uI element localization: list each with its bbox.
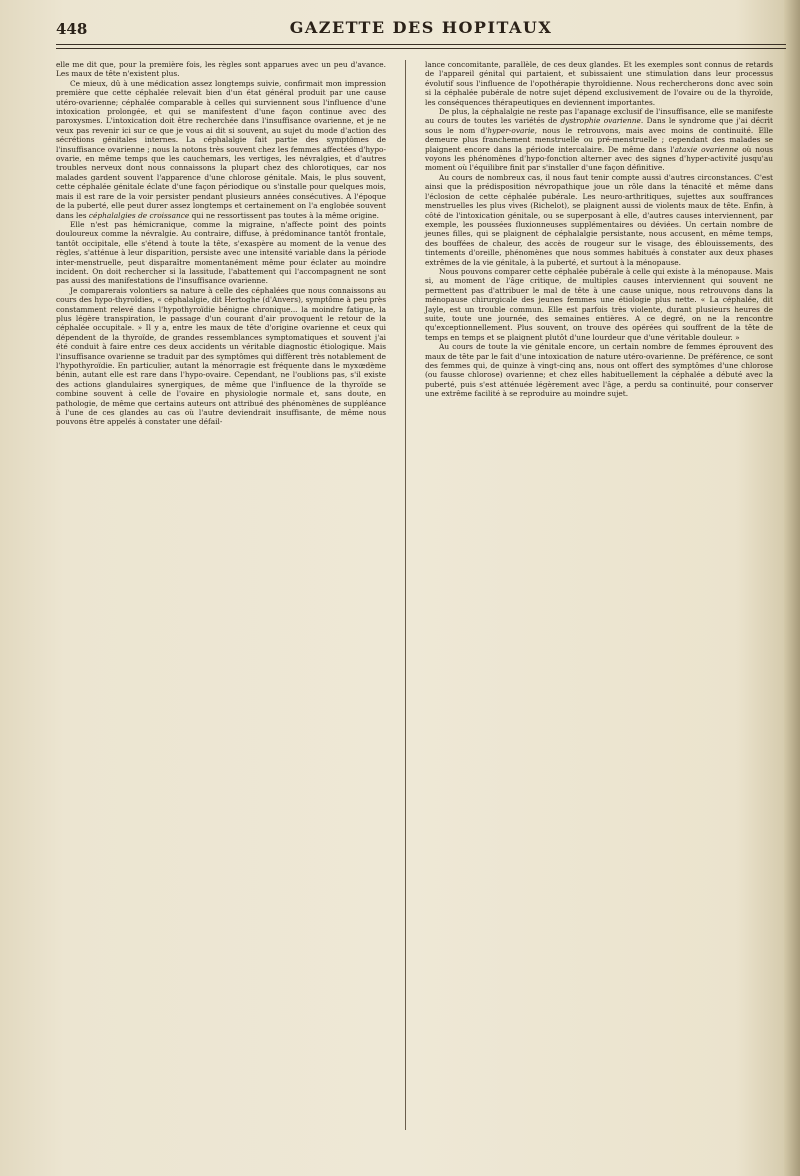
text-run: Ce mieux, dû à une médication assez longtemps suivie, confirmait mon impression première que cette céphalée relevait bien d'un état général produit par une cause utéro-ovarienne; céphalée comparable à celles qui surviennent sous l'influence d'une intoxication prolongée, et qui se manifestent d'une façon continue avec des paroxysmes. L'intoxication doit être recherchée dans l'insuffisance ovarienne, et je ne veux pas revenir ici sur ce que je vous ai dit si souvent, au sujet du mode d'action des sécrétions génitales internes. La céphalalgie fait partie des symptômes de l'insuffisance ovarienne ; nous la notons très souvent chez les femmes affectées d'hypo-ovarie, en même temps que les cauchemars, les vertiges, les névralgies, et d'autres troubles nerveux dont nous connaissons la plupart chez des chlorotiques, car nos malades gardent souvent l'apparence d'une chlorose génitale. Mais, le plus souvent, cette céphalée génitale éclate d'une façon périodique ou s'installe pour quelques mois, mais il est rare de la voir persister pendant plusieurs années consécutives. A l'époque de la puberté, elle peut durer assez longtemps et certainement on l'a englobée souvent dans les	[56, 78, 386, 220]
italic-phrase: hyper-ovarie,	[487, 125, 538, 135]
text-run: elle me dit que, pour la première fois, les règles sont apparues avec un peu d'avance. Les maux de tête n'existent plus.	[56, 60, 386, 79]
journal-title: GAZETTE DES HOPITAUX	[289, 18, 553, 37]
text-run: De plus, la céphalalgie ne reste pas l'apanage exclusif de l'insuffisance, elle se manifeste au cours de toutes les variétés de	[425, 107, 773, 126]
text-run: Elle n'est pas hémicranique, comme la migraine, n'affecte point des points douloureux comme la névralgie. Au contraire, diffuse, à prédominance tantôt frontale, tantôt occipitale, elle s'étend à toute la tête, s'exaspère au moment de la venue des règles, s'atténue à leur disparition, persiste avec une intensité variable dans la période inter-menstruelle, peut disparaître momentanément même pour éclater au moindre incident. On doit rechercher si la lassitude, l'abattement qui l'accompagnent ne sont pas aussi des manifestations de l'insuffisance ovarienne.	[56, 219, 386, 286]
paragraph	[425, 173, 773, 267]
text-run: Au cours de nombreux cas, il nous faut tenir compte aussi d'autres circonstances. C'est ainsi que la prédisposition névropathique joue un rôle dans la ténacité et même dans l'éclosion de cette céphalée pubérale. Les neuro-arthritiques, sujettes aux souffrances menstruelles les plus vives (Richelot), se plaignent aussi de violents maux de tête. Enfin, à côté de l'intoxication génitale, ou se superposant à elle, d'autres causes interviennent, par exemple, les poussées fluxionneuses supplémentaires ou déviées. Un certain nombre de jeunes filles, qui se plaignent de céphalalgie persistante, nous accusent, en même temps, des bouffées de chaleur, des accès de rougeur sur le visage, des éblouissements, des tintements d'oreille, phénomènes que nous sommes habitués à constater aux deux phases extrêmes de la vie génitale, à la puberté, et surtout à la ménopause.	[425, 172, 773, 267]
header-rule-top	[56, 44, 786, 45]
text-run: Je comparerais volontiers sa nature à celle des céphalées que nous connaissons au cours des hypo-thyroïdies, « céphalalgie, dit Hertoghe (d'Anvers), symptôme à peu près constamment relevé dans l'hypothyroïdie bénigne chronique... la moindre fatigue, la plus légère transpiration, le passage d'un courant d'air provoquent le retour de la céphalée occupitale. » Il y a, entre les maux de tête d'origine ovarienne et ceux qui dépendent de la thyroïde, de grandes ressemblances symptomatiques et souvent j'ai été conduit à faire entre ces deux accidents un véritable diagnostic étiologique. Mais l'insuffisance ovarienne se traduit par des symptômes qui diffèrent très notablement de l'hypothyroïdie. En particulier, autant la ménorragie est fréquente dans le myxœdème bénin, autant elle est rare dans l'hypo-ovaire. Cependant, ne l'oublions pas, s'il existe des actions glandulaires synergiques, de même que l'influence de la thyroïde se combine souvent à celle de l'ovaire en physiologie normale et, sans doute, en pathologie, de même que certains auteurs ont attribué des phénomènes de suppléance à l'une de ces glandes au cas où l'autre deviendrait insuffisante, de même nous pouvons être appelés à constater une défail-	[56, 285, 386, 427]
italic-phrase: céphalalgies de croissance	[88, 210, 190, 220]
paragraph	[56, 60, 386, 79]
left-column	[56, 60, 386, 1160]
page-number: 448	[56, 20, 88, 38]
paragraph	[425, 342, 773, 398]
paragraph	[56, 79, 386, 220]
header-rule-bottom	[56, 48, 786, 49]
text-run: nous le retrouvons, mais avec moins de continuité. Elle demeure plus franchement menstruelle ou pré-menstruelle ; cependant des malades se plaignent encore dans la période intercalaire. De même dans l'	[425, 125, 773, 154]
text-run: Dans le syndrome que j'ai décrit sous le nom d'	[425, 116, 773, 135]
page-header	[56, 18, 786, 42]
right-column	[425, 60, 773, 1160]
italic-phrase: ataxie ovarienne	[674, 144, 739, 154]
paragraph	[56, 220, 386, 286]
paragraph	[56, 286, 386, 427]
paragraph	[425, 107, 773, 173]
paragraph	[425, 267, 773, 342]
text-run: où nous voyons les phénomènes d'hypo-fonction alterner avec des signes d'hyper-activité jusqu'au moment où l'équilibre finit par s'installer d'une façon définitive.	[425, 144, 774, 173]
text-run: lance concomitante, parallèle, de ces deux glandes. Et les exemples sont connus de retards de l'appareil génital qui partaient, et subissaient une stimulation dans leur processus évolutif sous l'influence de l'opothérapie thyroïdienne. Nous rechercherons donc avec soin si la céphalée pubérale de notre sujet dépend exclusivement de l'ovaire ou de la thyroïde, les conséquences thérapeutiques en deviennent importantes.	[425, 60, 773, 107]
italic-phrase: dystrophie ovarienne.	[560, 116, 644, 126]
paragraph	[425, 60, 773, 107]
column-divider	[405, 60, 406, 1130]
text-run: qui ne ressortissent pas toutes à la même origine.	[189, 210, 380, 220]
page-spine-edge	[784, 0, 800, 1176]
text-run: Au cours de toute la vie génitale encore, un certain nombre de femmes éprouvent des maux de tête par le fait d'une intoxication de nature utéro-ovarienne. De préférence, ce sont des femmes qui, de quinze à vingt-cinq ans, nous ont offert des symptômes d'une chlorose (ou fausse chlorose) ovarienne; et chez elles habituellement la céphalée a débuté avec la puberté, puis s'est atténuée légèrement avec l'âge, a perdu sa continuité, pour conserver une extrême facilité à se reproduire au moindre sujet.	[425, 342, 773, 399]
text-run: Nous pouvons comparer cette céphalée pubérale à celle qui existe à la ménopause. Mais si, au moment de l'âge critique, de multiples causes interviennent qui souvent ne permettent pas d'attribuer le mal de tête à une cause unique, nous retrouvons dans la ménopause chirurgicale des jeunes femmes une étiologie plus nette. « La céphalée, dit Jayle, est un trouble commun. Elle est parfois très violente, durant plusieurs heures de suite, toute une journée, des semaines entières. A ce degré, on ne la rencontre qu'exceptionnellement. Plus souvent, on trouve des opérées qui souffrent de la tête de temps en temps et se plaignent plutôt d'une lourdeur que d'une véritable douleur. »	[425, 266, 773, 342]
